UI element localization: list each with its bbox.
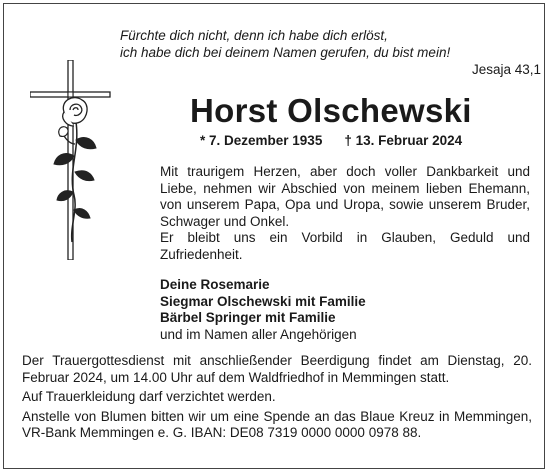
quote-line-2: ich habe dich bei deinem Namen gerufen, du bist mein! bbox=[120, 45, 451, 60]
mourner-2: Siegmar Olschewski mit Familie bbox=[160, 293, 366, 309]
mourner-1: Deine Rosemarie bbox=[160, 277, 270, 292]
donation-notice: Anstelle von Blumen bitten wir um eine Spende an das Blaue Kreuz in Memmingen, VR-Bank Memmingen e. G. IBAN: DE08 7319 0000 0000 0978 88. bbox=[22, 408, 532, 440]
attire-notice: Auf Trauerkleidung darf verzichtet werden. bbox=[22, 389, 276, 404]
birth-date: * 7. Dezember 1935 bbox=[200, 133, 323, 148]
mourners-list bbox=[160, 277, 366, 343]
message-paragraph-1: Mit traurigem Herzen, aber doch voller Dankbarkeit und Liebe, nehmen wir Abschied von meinem lieben Ehemann, von unserem Papa, Opa und Uropa, sowie unserem Bruder, Schwager und Onkel. bbox=[160, 164, 530, 229]
death-date: † 13. Februar 2024 bbox=[344, 133, 463, 148]
quote-line-1: Fürchte dich nicht, denn ich habe dich erlöst, bbox=[120, 28, 388, 43]
service-notices bbox=[22, 353, 532, 445]
quote-reference: Jesaja 43,1 bbox=[471, 62, 541, 77]
cross-with-rose-icon bbox=[30, 60, 120, 260]
mourner-3: Bärbel Springer mit Familie bbox=[160, 310, 336, 325]
bible-quote bbox=[120, 27, 546, 78]
life-dates bbox=[200, 133, 484, 148]
message-paragraph-2: Er bleibt uns ein Vorbild in Glauben, Geduld und Zufriedenheit. bbox=[160, 230, 530, 262]
service-notice: Der Trauergottesdienst mit anschließender Beerdigung findet am Dienstag, 20. Februar 2024, um 14.00 Uhr auf dem Waldfriedhof in Memmingen statt. bbox=[22, 353, 532, 385]
farewell-message bbox=[160, 164, 530, 263]
mourner-4: und im Namen aller Angehörigen bbox=[160, 326, 357, 342]
deceased-name: Horst Olschewski bbox=[190, 92, 472, 129]
